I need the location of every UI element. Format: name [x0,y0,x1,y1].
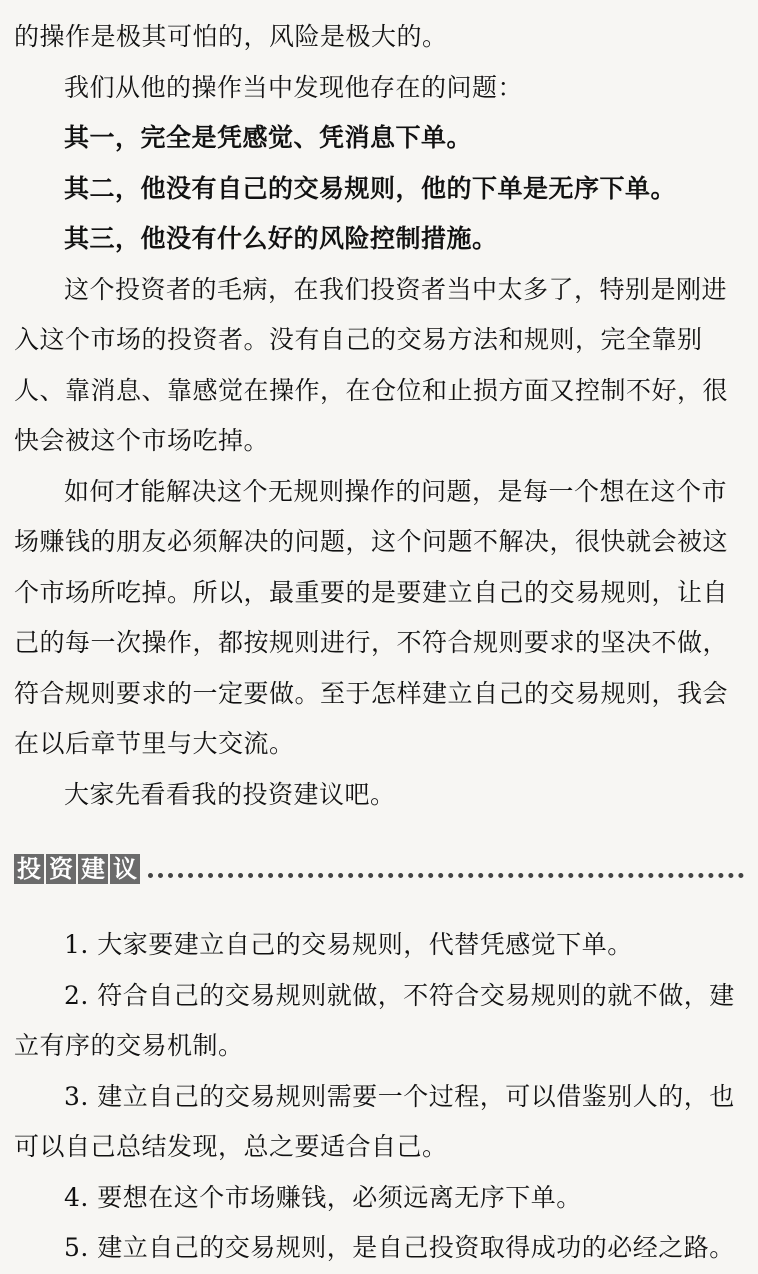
heading-char-1: 投 [14,854,44,884]
paragraph-solution: 如何才能解决这个无规则操作的问题，是每一个想在这个市场赚钱的朋友必须解决的问题，这个问题不解决，很快就会被这个市场所吃掉。所以，最重要的是要建立自己的交易规则，让自己的每一次操作，都按规则进行，不符合规则要求的坚决不做，符合规则要求的一定要做。至于怎样建立自己的交易规则，我会在以后章节里与大交流。 [14,476,729,758]
heading-char-3: 建 [78,854,108,884]
paragraph-investor-issue: 这个投资者的毛病，在我们投资者当中太多了，特别是刚进入这个市场的投资者。没有自己的交易方法和规则，完全靠别人、靠消息、靠感觉在操作，在仓位和止损方面又控制不好，很快会被这个市场吃掉。 [14,274,729,455]
problem-item-1: 其一，完全是凭感觉、凭消息下单。 [64,123,473,152]
paragraph-intro-problems: 我们从他的操作当中发现他存在的问题： [64,72,524,102]
advice-item-4: 4. 要想在这个市场赚钱，必须远离无序下单。 [64,1182,582,1212]
dotted-divider [148,873,744,878]
advice-item-1: 1. 大家要建立自己的交易规则，代替凭感觉下单。 [64,930,633,959]
advice-item-2: 2. 符合自己的交易规则就做，不符合交易规则的就不做，建立有序的交易机制。 [14,980,735,1060]
advice-item-3: 3. 建立自己的交易规则需要一个过程，可以借鉴别人的，也可以自己总结发现，总之要适合自己。 [14,1081,735,1161]
section-heading-investment-advice [14,848,744,890]
paragraph-continuation: 的操作是极其可怕的，风险是极大的。 [14,22,448,51]
problem-item-2: 其二，他没有自己的交易规则，他的下单是无序下单。 [64,173,677,203]
heading-char-4: 议 [110,854,140,884]
advice-item-5: 5. 建立自己的交易规则，是自己投资取得成功的必经之路。 [64,1233,735,1262]
problem-item-3: 其三，他没有什么好的风险控制措施。 [64,224,498,253]
paragraph-lead-in: 大家先看看我的投资建议吧。 [64,779,396,809]
heading-char-2: 资 [46,854,76,884]
